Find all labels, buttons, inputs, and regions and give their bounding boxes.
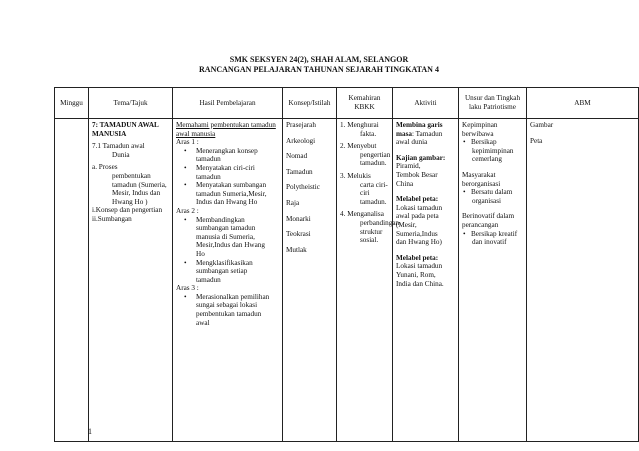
kemahiran-line: pengertian [360, 150, 391, 159]
kemahiran-line: 4. Menganalisa [340, 210, 384, 219]
header-kemahiran: Kemahiran KBKK [337, 88, 393, 119]
hasil-line: tamadun [196, 155, 221, 164]
hasil-line: sumbangan setiap [196, 267, 248, 276]
aktiviti-line: Yunani, Rom, [396, 270, 436, 279]
header-konsep: Konsep/Istilah [283, 88, 337, 119]
unsur-line: cemerlang [472, 155, 502, 164]
aktiviti-line: awal pada peta [396, 212, 439, 221]
tema-line: ii.Sumbangan [92, 214, 132, 223]
tema-line: pembentukan [112, 171, 151, 180]
kemahiran-line: 3. Melukis [340, 171, 371, 180]
tema-line: a. Proses [92, 163, 118, 172]
hasil-bullet: • Menerangkan konsep [176, 147, 279, 156]
konsep-item: Polytheistic [286, 183, 320, 192]
hasil-bullet: • Menyatakan ciri-ciri [176, 164, 279, 173]
konsep-item: Prasejarah [286, 121, 316, 129]
hasil-line: awal [196, 318, 210, 327]
page-number: 1 [88, 427, 92, 436]
tema-line: tamadun (Sumeria, [112, 180, 167, 189]
hasil-line: tamadun [196, 275, 221, 284]
aktiviti-line: China [396, 179, 414, 188]
topic-title: 7: TAMADUN AWAL MANUSIA [92, 121, 159, 138]
kemahiran-line: 1. Menghurai [340, 121, 379, 129]
aktiviti-line: Tembok Besar [396, 170, 438, 179]
kemahiran-line: ciri tamadun. [360, 189, 387, 206]
header-hasil: Hasil Pembelajaran [173, 88, 283, 119]
hasil-line: pembentukan tamadun [196, 310, 262, 319]
konsep-item: Raja [286, 198, 300, 207]
aktiviti-line: : Tamadun [411, 129, 443, 138]
kemahiran-line: carta ciri- [360, 180, 388, 189]
aktiviti-line: Sumeria,Indus [396, 229, 438, 238]
aktiviti-line: Lokasi tamadun [396, 262, 443, 271]
kemahiran-line: struktur sosial. [360, 227, 383, 245]
unsur-line: organisasi [472, 196, 502, 205]
hasil-line: tamadun Sumeria,Mesir, [196, 189, 267, 198]
abm-item: Gambar [530, 121, 554, 129]
aras-label: Aras 2 : [176, 206, 199, 215]
document-subtitle: RANCANGAN PELAJARAN TAHUNAN SEJARAH TINGKATAN 4 [199, 65, 439, 74]
cell-minggu [55, 119, 89, 442]
unsur-bullet: • Bersikap [462, 138, 523, 147]
cell-kemahiran [337, 119, 400, 442]
unsur-bullet: • Bersikap kreatif [462, 230, 523, 239]
aktiviti-heading: masa [396, 129, 412, 138]
kemahiran-line: perbandingan [360, 218, 400, 227]
hasil-bullet: • Membandingkan [176, 216, 279, 225]
lesson-plan-table [54, 87, 639, 442]
konsep-item: Mutlak [286, 245, 307, 254]
aras-label: Aras 1 : [176, 138, 199, 147]
unsur-line: dan inovatif [472, 238, 507, 247]
konsep-item: Monarki [286, 214, 311, 223]
kemahiran-line: fakta. [360, 129, 377, 138]
aktiviti-heading: Membina garis [396, 121, 443, 129]
kemahiran-line: 2. Menyebut [340, 142, 377, 151]
kemahiran-line: tamadun. [360, 159, 387, 168]
unsur-line: berorganisasi [462, 179, 501, 188]
aktiviti-heading: Melabel peta: [396, 253, 439, 262]
hasil-bullet: • Menyatakan sumbangan [176, 181, 279, 190]
tema-line: Dunia [112, 150, 130, 159]
document-title: SMK SEKSYEN 24(2), SHAH ALAM, SELANGOR [229, 55, 409, 64]
header-aktiviti: Aktiviti [393, 88, 459, 119]
hasil-bullet: • Mengklasifikasikan [176, 259, 279, 268]
table-header-row [55, 88, 639, 119]
hasil-bullet: • Merasionalkan pemilihan [176, 293, 279, 302]
aktiviti-line: awal dunia [396, 138, 428, 147]
unsur-line: perancangan [462, 220, 499, 229]
cell-aktiviti [393, 119, 459, 442]
unsur-line: berwibawa [462, 129, 494, 138]
hasil-line: awal manusia [176, 129, 216, 138]
aktiviti-heading: Melabel peta: [396, 195, 439, 204]
konsep-item: Arkeologi [286, 136, 316, 145]
abm-item: Peta [530, 136, 543, 145]
header-tema: Tema/Tajuk [89, 88, 173, 119]
aktiviti-line: Piramid, [396, 162, 421, 171]
hasil-line: tamadun [196, 172, 221, 181]
cell-konsep [283, 119, 337, 442]
konsep-item: Nomad [286, 152, 308, 161]
cell-hasil [173, 119, 283, 442]
aktiviti-heading: Kajian gambar: [396, 153, 446, 162]
hasil-line: Ho [196, 249, 205, 258]
cell-tema [89, 119, 173, 442]
hasil-line: Indus dan Hwang Ho [196, 198, 258, 207]
cell-abm [527, 119, 639, 442]
unsur-line: Masyarakat [462, 170, 496, 179]
hasil-line: Memahami pembentukan tamadun [176, 121, 276, 129]
tema-line: 7.1 Tamadun awal [92, 142, 145, 151]
aras-label: Aras 3 : [176, 284, 199, 293]
unsur-bullet: • Bersatu dalam [462, 188, 523, 197]
aktiviti-line: Lokasi tamadun [396, 203, 443, 212]
aktiviti-line: dan Hwang Ho) [396, 238, 442, 247]
aktiviti-line: (Mesir, [396, 220, 417, 229]
unsur-line: Berinovatif dalam [462, 212, 515, 221]
header-abm: ABM [527, 88, 639, 119]
header-minggu: Minggu [55, 88, 89, 119]
tema-line: i.Konsep dan pengertian [92, 206, 163, 215]
hasil-line: sumbangan tamadun [196, 224, 256, 233]
cell-unsur [459, 119, 527, 442]
header-unsur: Unsur dan Tingkah laku Patriotisme [459, 88, 527, 119]
konsep-item: Teokrasi [286, 230, 311, 239]
unsur-line: kepimimpinan [472, 146, 514, 155]
hasil-line: Mesir,Indus dan Hwang [196, 241, 265, 250]
tema-line: Mesir, Indus dan [112, 189, 161, 198]
aktiviti-line: India dan China. [396, 279, 444, 288]
unsur-line: Kepimpinan [462, 121, 498, 129]
table-row [55, 119, 639, 442]
konsep-item: Tamadun [286, 167, 313, 176]
hasil-line: manusia di Sumeria, [196, 232, 255, 241]
hasil-line: sungai sebagai lokasi [196, 301, 258, 310]
tema-line: Hwang Ho ) [112, 197, 148, 206]
